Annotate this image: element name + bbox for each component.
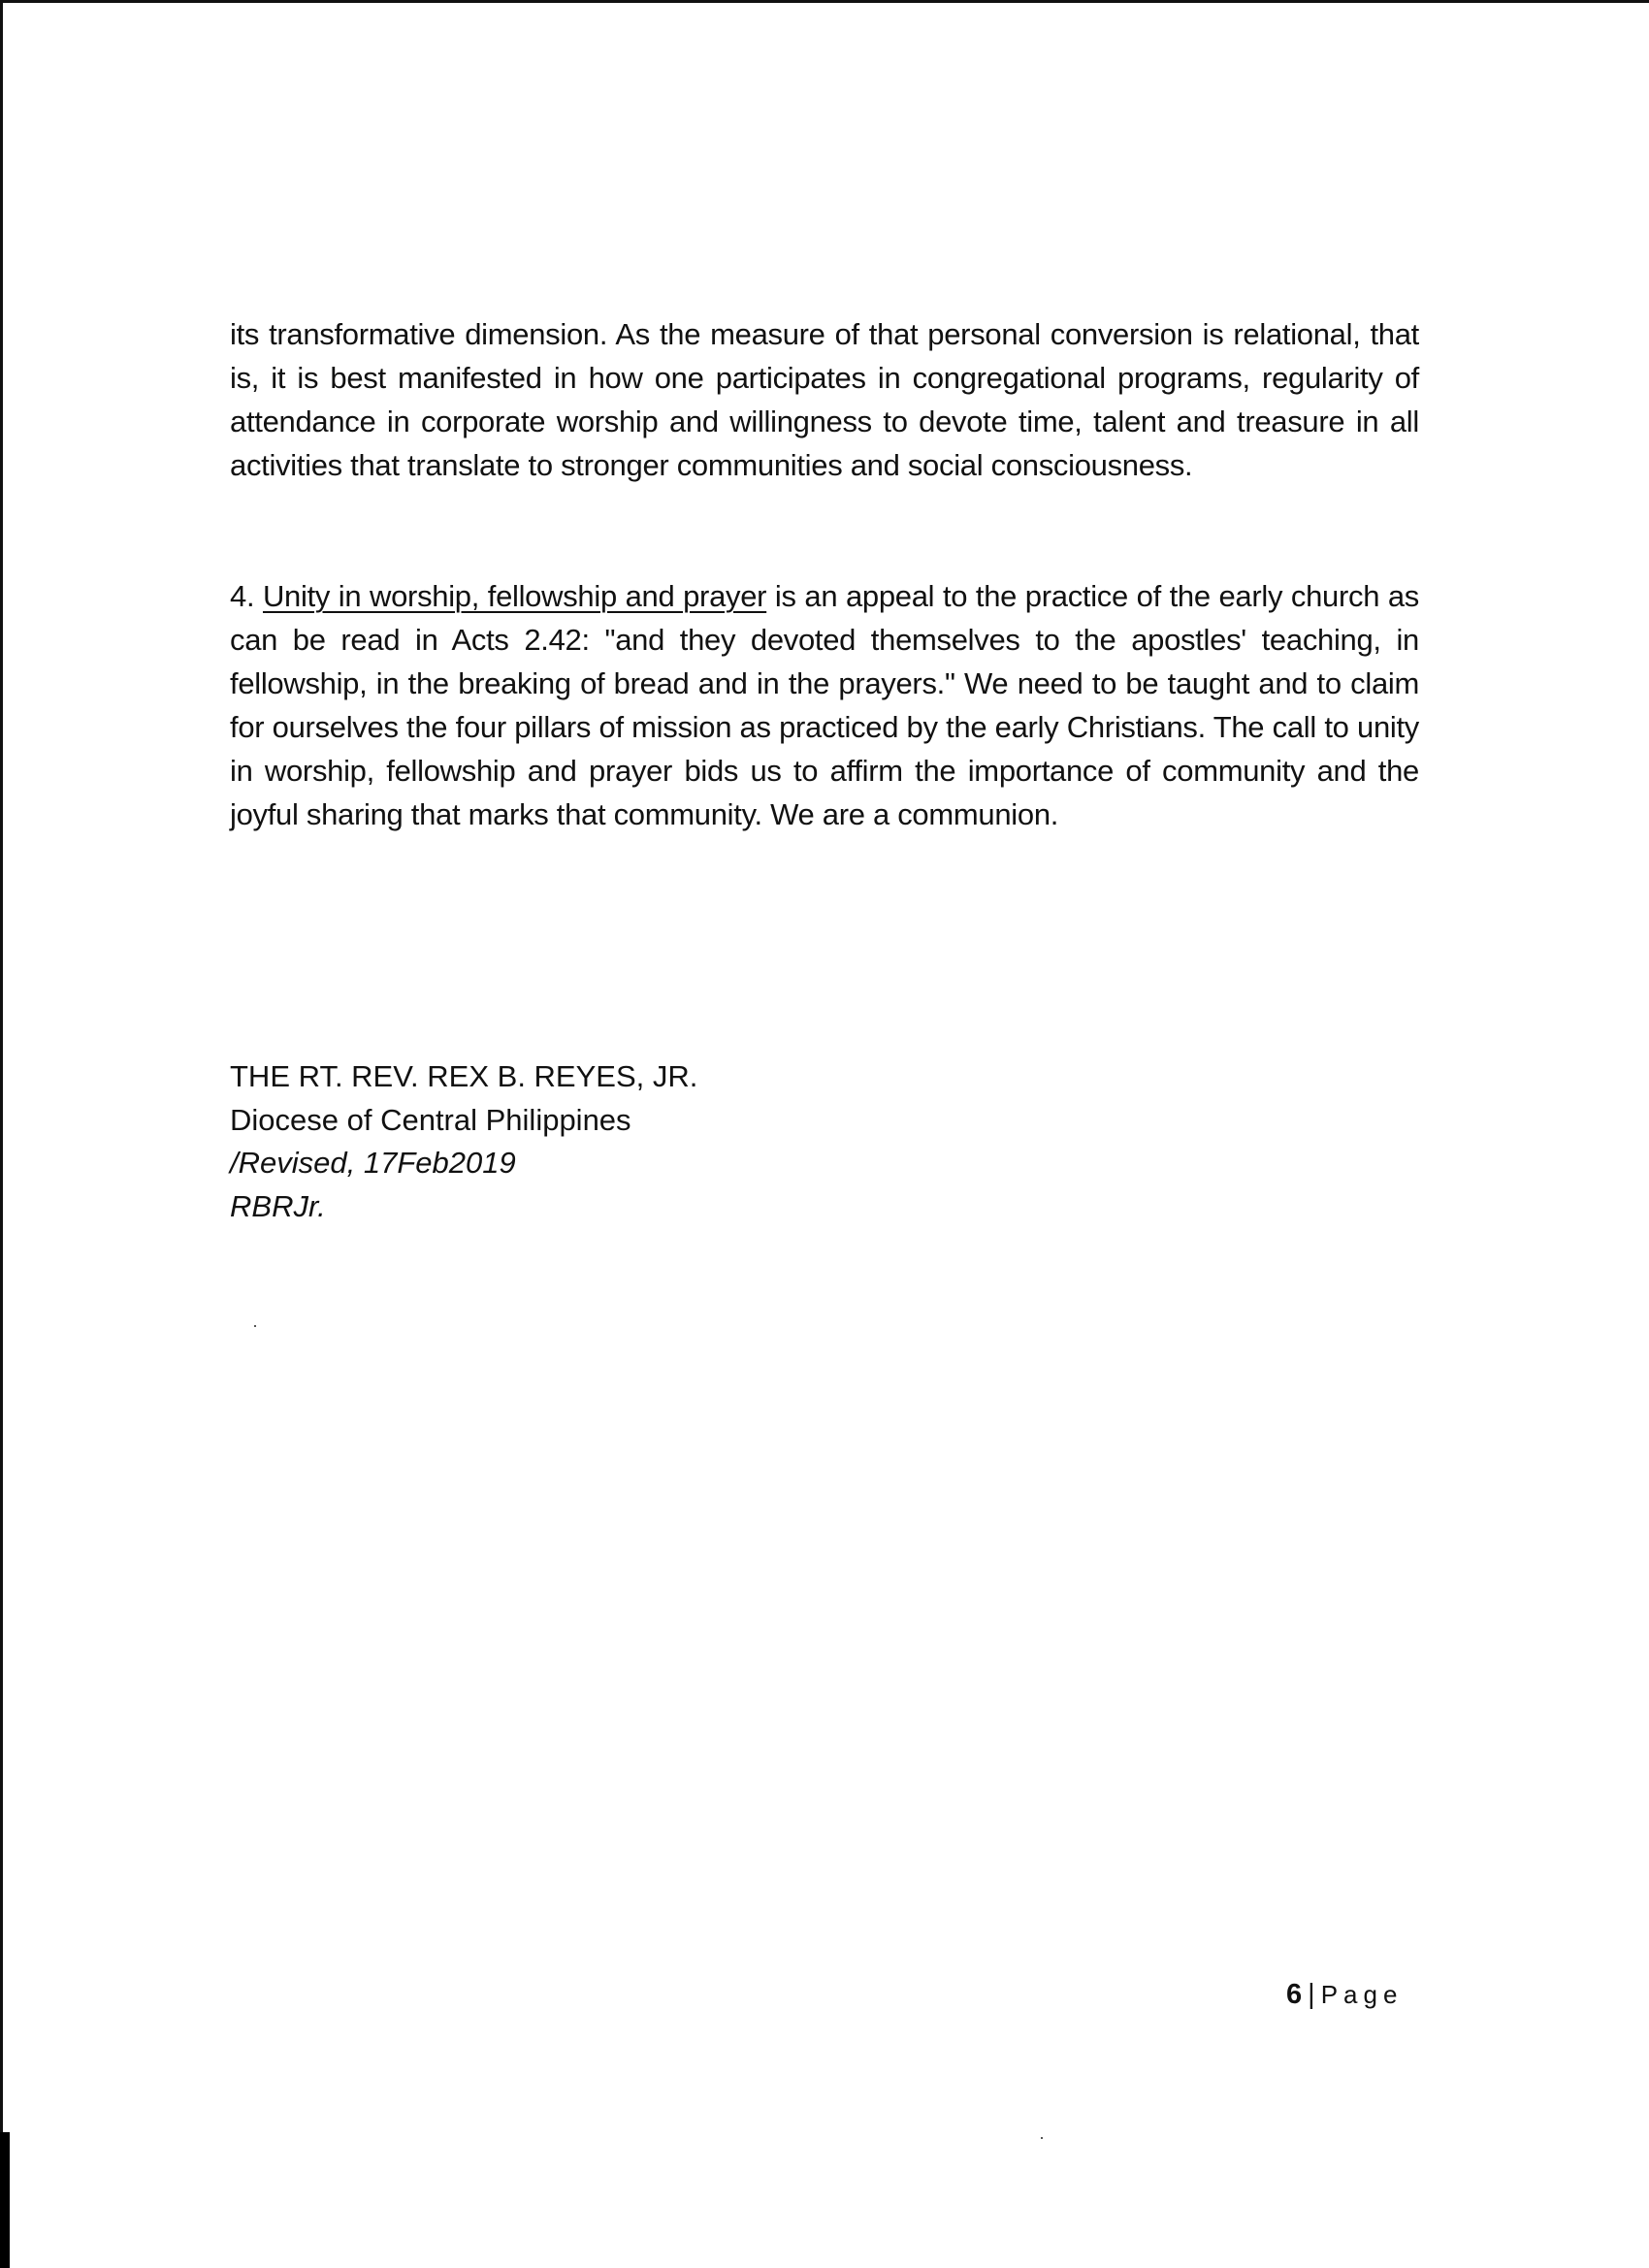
signatory-organization: Diocese of Central Philippines — [230, 1103, 631, 1137]
paragraph-continuation: its transformative dimension. As the measure of that personal conversion is relational, that is, it is best manifested in how one participates in congregational programs, regularity of attendance in corporate worship and willingness to devote time, talent and treasure in all activities that translate to stronger communities and social consciousness. — [230, 317, 1419, 482]
page-footer — [1286, 1979, 1403, 2011]
scan-top-border — [0, 0, 1649, 3]
item-4-paragraph — [230, 574, 1419, 836]
scan-left-edge-bar — [0, 2132, 10, 2268]
item-4-body: is an appeal to the practice of the early church as can be read in Acts 2.42: "and they devoted themselves to the apostles' teaching, in fellowship, in the breaking of bread and in the prayers." We need to be taught and to claim for ourselves the four pillars of mission as practiced by the early Christians. The call to unity in worship, fellowship and prayer bids us to affirm the importance of community and the joyful sharing that marks that community. We are a communion. — [230, 579, 1419, 831]
revision-initials: RBRJr. — [230, 1189, 326, 1223]
page-number: 6 — [1286, 1979, 1303, 2010]
page-label: Page — [1320, 1980, 1404, 2009]
scan-speck — [1041, 2137, 1043, 2139]
item-4-number: 4. — [230, 579, 255, 613]
signatory-name: THE RT. REV. REX B. REYES, JR. — [230, 1059, 698, 1093]
revision-date: /Revised, 17Feb2019 — [230, 1146, 516, 1180]
page-separator: | — [1308, 1979, 1315, 2010]
item-4-heading: Unity in worship, fellowship and prayer — [262, 579, 767, 613]
scan-speck — [254, 1325, 256, 1327]
scan-left-border — [0, 0, 3, 2132]
